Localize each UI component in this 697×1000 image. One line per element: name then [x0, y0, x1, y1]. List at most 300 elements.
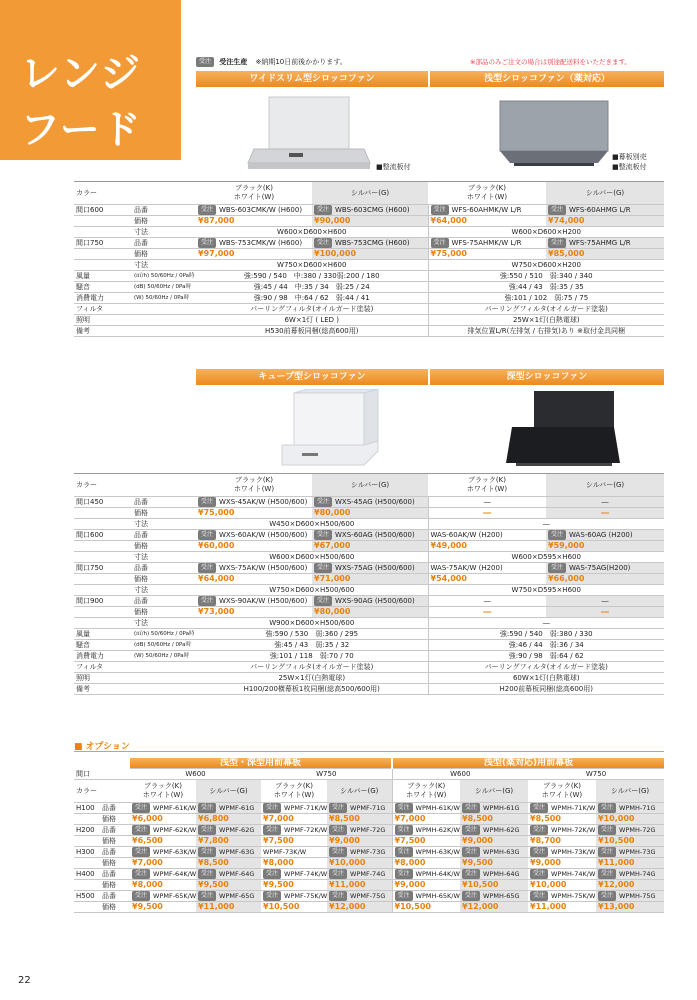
price-cell — [460, 814, 528, 825]
table-row — [74, 825, 664, 836]
price-cell-text: ¥8,000 — [132, 880, 163, 889]
row-label — [132, 585, 196, 596]
row-label — [100, 891, 130, 902]
price-cell — [428, 574, 546, 585]
order-tag: 受注 — [198, 238, 216, 248]
model-cell — [460, 825, 528, 836]
row-group-text: 備考 — [76, 327, 90, 335]
spec-right — [428, 618, 664, 629]
model-cell — [261, 825, 327, 836]
price-cell — [196, 858, 261, 869]
row-group — [74, 574, 132, 585]
row-label-text: 品番 — [102, 848, 116, 856]
row-label-text: (dB) 50/60Hz / 0Pa時 — [134, 642, 191, 648]
spec-right — [428, 552, 664, 563]
spec-right — [428, 260, 664, 271]
price-cell — [196, 541, 312, 552]
price-cell-text: ¥8,000 — [263, 858, 294, 867]
row-group-text: H200 — [76, 826, 95, 834]
row-group — [74, 858, 100, 869]
spec-left — [196, 304, 428, 315]
model-cell — [261, 869, 327, 880]
price-cell — [327, 814, 392, 825]
model-cell — [546, 497, 664, 508]
model-cell — [528, 891, 596, 902]
table-row — [74, 563, 664, 574]
order-tag: 受注 — [329, 891, 347, 901]
row-label — [132, 673, 196, 684]
row-group — [74, 282, 132, 293]
row-label-text: 価格 — [134, 250, 148, 258]
order-tag: 受注 — [132, 803, 150, 813]
price-cell — [130, 814, 196, 825]
row-group — [74, 825, 100, 836]
order-tag: 受注 — [198, 596, 216, 606]
model-cell — [546, 596, 664, 607]
color-black-white: ブラック(K) ホワイト(W) — [130, 780, 196, 803]
price-cell-text: ¥9,500 — [198, 880, 229, 889]
row-label — [100, 869, 130, 880]
order-tag: 受注 — [395, 803, 413, 813]
row-group — [74, 304, 132, 315]
model-cell — [312, 530, 428, 541]
table-row — [74, 293, 664, 304]
color-silver: シルバー(G) — [546, 474, 664, 497]
row-group — [74, 260, 132, 271]
model-cell-text: WBS-603CMK/W (H600) — [219, 206, 303, 214]
spec-right — [428, 519, 664, 530]
price-cell-text: ¥8,500 — [462, 814, 493, 823]
model-cell-text: WAS-75AG(H200) — [569, 564, 631, 572]
model-cell — [196, 238, 312, 249]
order-tag: 受注 — [329, 869, 347, 879]
spec-right-text: 60W×1灯(白熱電球) — [512, 674, 580, 682]
model-cell-text: WPMF-73K/W — [263, 848, 307, 856]
row-label-text: 品番 — [134, 597, 148, 605]
model-cell-text: WPMF-73G — [350, 848, 386, 856]
price-cell — [196, 574, 312, 585]
model-cell — [528, 847, 596, 858]
model-cell-text: ― — [601, 498, 609, 506]
row-label — [132, 315, 196, 326]
price-cell — [596, 858, 664, 869]
color-black-white: ブラック(K) ホワイト(W) — [428, 182, 546, 205]
model-cell — [130, 869, 196, 880]
price-cell — [546, 508, 664, 519]
color-silver: シルバー(G) — [312, 182, 428, 205]
row-label — [132, 216, 196, 227]
model-cell — [428, 497, 546, 508]
model-cell — [196, 803, 261, 814]
row-label — [100, 880, 130, 891]
row-label — [132, 552, 196, 563]
table-row — [74, 880, 664, 891]
price-cell — [392, 836, 460, 847]
model-cell-text: WPMH-71G — [619, 804, 656, 812]
row-label — [132, 596, 196, 607]
row-label — [132, 238, 196, 249]
model-cell-text: WPMH-75G — [619, 892, 656, 900]
price-cell — [312, 508, 428, 519]
row-label-text: 価格 — [134, 608, 148, 616]
price-cell-text: ¥97,000 — [198, 249, 235, 258]
model-cell — [196, 869, 261, 880]
row-label-text: 価格 — [102, 881, 116, 889]
row-label — [100, 814, 130, 825]
table-row — [74, 836, 664, 847]
model-cell-text: WPMH-75K/W — [551, 892, 596, 900]
spec-right — [428, 326, 664, 337]
row-label — [132, 607, 196, 618]
row-label-text: 品番 — [102, 870, 116, 878]
model-cell-text: WXS-90AK/W (H500/600) — [219, 597, 308, 605]
row-label-text: 寸法 — [134, 261, 148, 269]
model-cell-text: WPMF-72G — [350, 826, 386, 834]
row-label — [132, 684, 196, 695]
model-cell-text: WPMF-65K/W — [153, 892, 196, 900]
order-tag: 受注 — [198, 869, 216, 879]
spec-left — [196, 673, 428, 684]
order-tag: 受注 — [462, 803, 480, 813]
row-group — [74, 552, 132, 563]
spec-left-text: H100/200横幕板1枚同梱(総高500/600用) — [243, 685, 380, 693]
model-cell — [327, 803, 392, 814]
table-row — [74, 326, 664, 337]
model-cell-text: WPMH-65G — [483, 892, 520, 900]
order-tag: 受注 — [395, 825, 413, 835]
model-cell-text: WAS-75AK/W (H200) — [430, 564, 503, 572]
model-cell — [428, 563, 546, 574]
model-cell — [312, 497, 428, 508]
model-cell — [596, 825, 664, 836]
row-group — [74, 271, 132, 282]
order-tag: 受注 — [198, 825, 216, 835]
row-label-text: (dB) 50/60Hz / 0Pa時 — [134, 284, 191, 290]
price-cell-text: ¥66,000 — [548, 574, 585, 583]
order-tag: 受注 — [548, 563, 566, 573]
row-group-text: 照明 — [76, 674, 90, 682]
price-cell — [428, 249, 546, 260]
row-label-text: 品番 — [134, 498, 148, 506]
price-cell-text: ¥75,000 — [198, 508, 235, 517]
price-cell-text: ¥7,000 — [394, 814, 426, 823]
price-cell — [392, 858, 460, 869]
price-cell-text: ¥7,500 — [263, 836, 294, 845]
row-label — [132, 304, 196, 315]
price-cell-text: ¥54,000 — [430, 574, 467, 583]
row-group — [74, 541, 132, 552]
color-label: カラー — [74, 182, 196, 205]
row-label — [132, 282, 196, 293]
w600-label: W600 — [392, 769, 528, 780]
row-label-text: 品番 — [102, 804, 116, 812]
price-cell — [312, 574, 428, 585]
price-cell-text: ¥64,000 — [198, 574, 235, 583]
row-group — [74, 519, 132, 530]
spec-left-text: W600×D600×H600 — [277, 228, 347, 236]
row-label-text: (W) 50/60Hz / 0Pa時 — [134, 295, 190, 301]
spec-right-text: H200前幕板同梱(総高600用) — [499, 685, 593, 693]
price-cell-text: ― — [483, 607, 492, 616]
price-cell-text: ¥74,000 — [548, 216, 585, 225]
price-cell-text: ¥12,000 — [598, 880, 635, 889]
spec-left-text: パーリングフィルタ(オイルガード塗装) — [250, 305, 374, 313]
price-cell — [312, 607, 428, 618]
row-label — [132, 574, 196, 585]
model-cell — [528, 825, 596, 836]
spec-right-text: 強:46 / 44 弱:36 / 34 — [508, 641, 584, 649]
model-cell-text: WXS-45AK/W (H500/600) — [219, 498, 308, 506]
model-cell — [546, 205, 664, 216]
model-cell — [546, 238, 664, 249]
row-group — [74, 902, 100, 913]
table-row — [74, 585, 664, 596]
model-cell-text: WAS-60AK/W (H200) — [430, 531, 503, 539]
model-cell-text: WFS-60AHMG L/R — [569, 206, 631, 214]
model-cell — [196, 847, 261, 858]
spec-right — [428, 662, 664, 673]
row-group-text: フィルタ — [76, 305, 104, 313]
spec-left-text: 強:590 / 540 中:380 / 330弱:200 / 180 — [243, 272, 380, 280]
spec-right — [428, 282, 664, 293]
table-row — [74, 596, 664, 607]
order-tag: 受注 — [462, 825, 480, 835]
model-cell — [546, 530, 664, 541]
spec-left — [196, 618, 428, 629]
price-cell-text: ¥90,000 — [314, 216, 351, 225]
model-cell-text: WPMF-74G — [350, 870, 386, 878]
table-row — [74, 497, 664, 508]
row-label — [132, 640, 196, 651]
row-label-text: 品番 — [102, 826, 116, 834]
model-cell — [261, 803, 327, 814]
model-cell-text: WPMH-61K/W — [415, 804, 460, 812]
price-cell-text: ¥8,500 — [198, 858, 229, 867]
row-label — [132, 497, 196, 508]
color-label: カラー — [74, 780, 130, 803]
price-cell — [460, 858, 528, 869]
spec-right-text: ― — [542, 520, 550, 528]
row-label-text: 品番 — [134, 531, 148, 539]
spec-right-text: パーリングフィルタ(オイルガード塗装) — [484, 663, 608, 671]
price-cell — [312, 249, 428, 260]
price-cell — [196, 249, 312, 260]
price-cell-text: ¥9,000 — [530, 858, 561, 867]
row-group — [74, 585, 132, 596]
row-label-text: 寸法 — [134, 586, 148, 594]
table-row — [74, 238, 664, 249]
row-group-text: フィルタ — [76, 663, 104, 671]
color-black-white: ブラック(K) ホワイト(W) — [528, 780, 596, 803]
row-group — [74, 596, 132, 607]
row-label — [132, 530, 196, 541]
row-group — [74, 607, 132, 618]
row-group-text: H300 — [76, 848, 95, 856]
row-label — [132, 662, 196, 673]
price-cell-text: ¥10,000 — [530, 880, 567, 889]
price-cell — [460, 902, 528, 913]
row-group — [74, 651, 132, 662]
spec-left-text: 強:101 / 118 弱:70 / 70 — [269, 652, 354, 660]
model-cell — [130, 891, 196, 902]
price-cell — [528, 814, 596, 825]
order-tag: 受注 — [314, 596, 332, 606]
model-cell-text: WPMH-65K/W — [415, 892, 460, 900]
order-tag: 受注 — [598, 847, 616, 857]
right-img-note-1: ■幕板別売 — [612, 153, 647, 161]
price-cell — [428, 607, 546, 618]
row-group — [74, 508, 132, 519]
order-tag: 受注 — [329, 825, 347, 835]
row-label-text: (㎥/h) 50/60Hz / 0Pa時 — [134, 273, 195, 279]
model-cell — [312, 238, 428, 249]
price-cell — [327, 836, 392, 847]
spec-left — [196, 519, 428, 530]
order-tag: 受注 — [314, 530, 332, 540]
model-cell — [392, 847, 460, 858]
price-cell — [261, 858, 327, 869]
model-cell-text: WPMF-65G — [219, 892, 255, 900]
order-tag: 受注 — [598, 891, 616, 901]
order-tag: 受注 — [132, 869, 150, 879]
price-cell-text: ¥10,500 — [598, 836, 635, 845]
row-group-text: H400 — [76, 870, 95, 878]
price-cell-text: ¥11,000 — [530, 902, 567, 911]
model-cell — [528, 869, 596, 880]
spec-left-text: 強:45 / 43 弱:35 / 32 — [274, 641, 350, 649]
model-cell-text: WPMH-61G — [483, 804, 520, 812]
order-tag: 受注 — [198, 891, 216, 901]
color-silver: シルバー(G) — [312, 474, 428, 497]
model-cell — [196, 891, 261, 902]
model-cell-text: WPMH-62G — [483, 826, 520, 834]
row-label-text: 価格 — [134, 575, 148, 583]
order-tag: 受注 — [314, 497, 332, 507]
table-row — [74, 869, 664, 880]
price-cell — [261, 814, 327, 825]
row-group — [74, 629, 132, 640]
price-cell-text: ¥6,800 — [198, 814, 229, 823]
model-cell — [528, 803, 596, 814]
price-cell-text: ¥12,000 — [462, 902, 499, 911]
table-row — [74, 574, 664, 585]
price-cell-text: ¥49,000 — [430, 541, 467, 550]
spec-right — [428, 651, 664, 662]
row-group — [74, 836, 100, 847]
price-cell-text: ¥9,500 — [263, 880, 294, 889]
price-cell-text: ¥9,000 — [394, 880, 426, 889]
wide-slim-hood-image — [244, 93, 374, 175]
model-cell — [261, 891, 327, 902]
row-group — [74, 530, 132, 541]
price-cell — [392, 880, 460, 891]
model-cell-text: WPMF-71G — [350, 804, 386, 812]
options-section — [74, 758, 664, 913]
spec-left — [196, 629, 428, 640]
model-cell — [196, 497, 312, 508]
model-cell-text: WPMF-61K/W — [153, 804, 196, 812]
price-cell-text: ¥6,000 — [132, 814, 163, 823]
price-cell — [261, 902, 327, 913]
spec-left — [196, 585, 428, 596]
table-row — [74, 216, 664, 227]
spec-left-text: 強:90 / 98 中:64 / 62 弱:44 / 41 — [253, 294, 370, 302]
price-cell-text: ¥8,500 — [329, 814, 360, 823]
row-label — [132, 618, 196, 629]
spec-left-text: W450×D600×H500/600 — [269, 520, 355, 528]
order-tag: 受注 — [395, 869, 413, 879]
color-black-white: ブラック(K) ホワイト(W) — [428, 474, 546, 497]
model-cell — [327, 847, 392, 858]
color-black-white: ブラック(K) ホワイト(W) — [261, 780, 327, 803]
price-cell-text: ¥7,000 — [263, 814, 294, 823]
frontage-label: 間口 — [74, 769, 130, 780]
model-cell — [130, 803, 196, 814]
price-cell — [528, 880, 596, 891]
table-row — [74, 508, 664, 519]
spec-left — [196, 315, 428, 326]
table-row — [74, 249, 664, 260]
model-cell — [428, 530, 546, 541]
right-img-note-2: ■整流板付 — [612, 163, 647, 171]
model-cell-text: WPMF-72K/W — [284, 826, 327, 834]
model-cell — [392, 869, 460, 880]
row-label — [132, 541, 196, 552]
spec-right — [428, 271, 664, 282]
model-cell — [196, 596, 312, 607]
price-cell-text: ¥11,000 — [198, 902, 235, 911]
model-cell-text: WXS-45AG (H500/600) — [335, 498, 415, 506]
row-label — [132, 519, 196, 530]
order-tag: 受注 — [198, 497, 216, 507]
spec-left-text: 6W×1灯 ( LED ) — [284, 316, 340, 324]
order-tag: 受注 — [548, 205, 566, 215]
row-label-text: 品番 — [134, 564, 148, 572]
spec-right-text: 強:590 / 540 弱:380 / 330 — [499, 630, 593, 638]
row-group — [74, 315, 132, 326]
model-cell-text: WPMF-75K/W — [284, 892, 327, 900]
row-group — [74, 249, 132, 260]
model-cell — [596, 891, 664, 902]
color-silver: シルバー(G) — [546, 182, 664, 205]
row-label-text: 価格 — [102, 815, 116, 823]
row-label — [100, 803, 130, 814]
order-tag: 受注 — [530, 803, 548, 813]
row-label-text: 価格 — [134, 217, 148, 225]
model-cell — [460, 869, 528, 880]
price-cell — [596, 814, 664, 825]
row-group-text: 風量 — [76, 272, 90, 280]
model-cell-text: WPMH-72G — [619, 826, 656, 834]
row-group — [74, 618, 132, 629]
spec-right-text: 強:550 / 510 弱:340 / 340 — [499, 272, 593, 280]
model-cell — [392, 825, 460, 836]
order-tag: 受注 — [530, 869, 548, 879]
model-cell — [428, 596, 546, 607]
model-cell — [546, 563, 664, 574]
color-silver: シルバー(G) — [460, 780, 528, 803]
price-cell — [261, 836, 327, 847]
spec-right-text: パーリングフィルタ(オイルガード塗装) — [484, 305, 608, 313]
spec-right — [428, 640, 664, 651]
price-cell-text: ― — [483, 508, 492, 517]
model-cell-text: ― — [483, 498, 491, 506]
color-label: カラー — [74, 474, 196, 497]
model-cell-text: WPMH-73K/W — [551, 848, 596, 856]
row-label — [132, 205, 196, 216]
model-cell-text: WFS-75AHMK/W L/R — [451, 239, 522, 247]
row-label-text: 価格 — [134, 509, 148, 517]
